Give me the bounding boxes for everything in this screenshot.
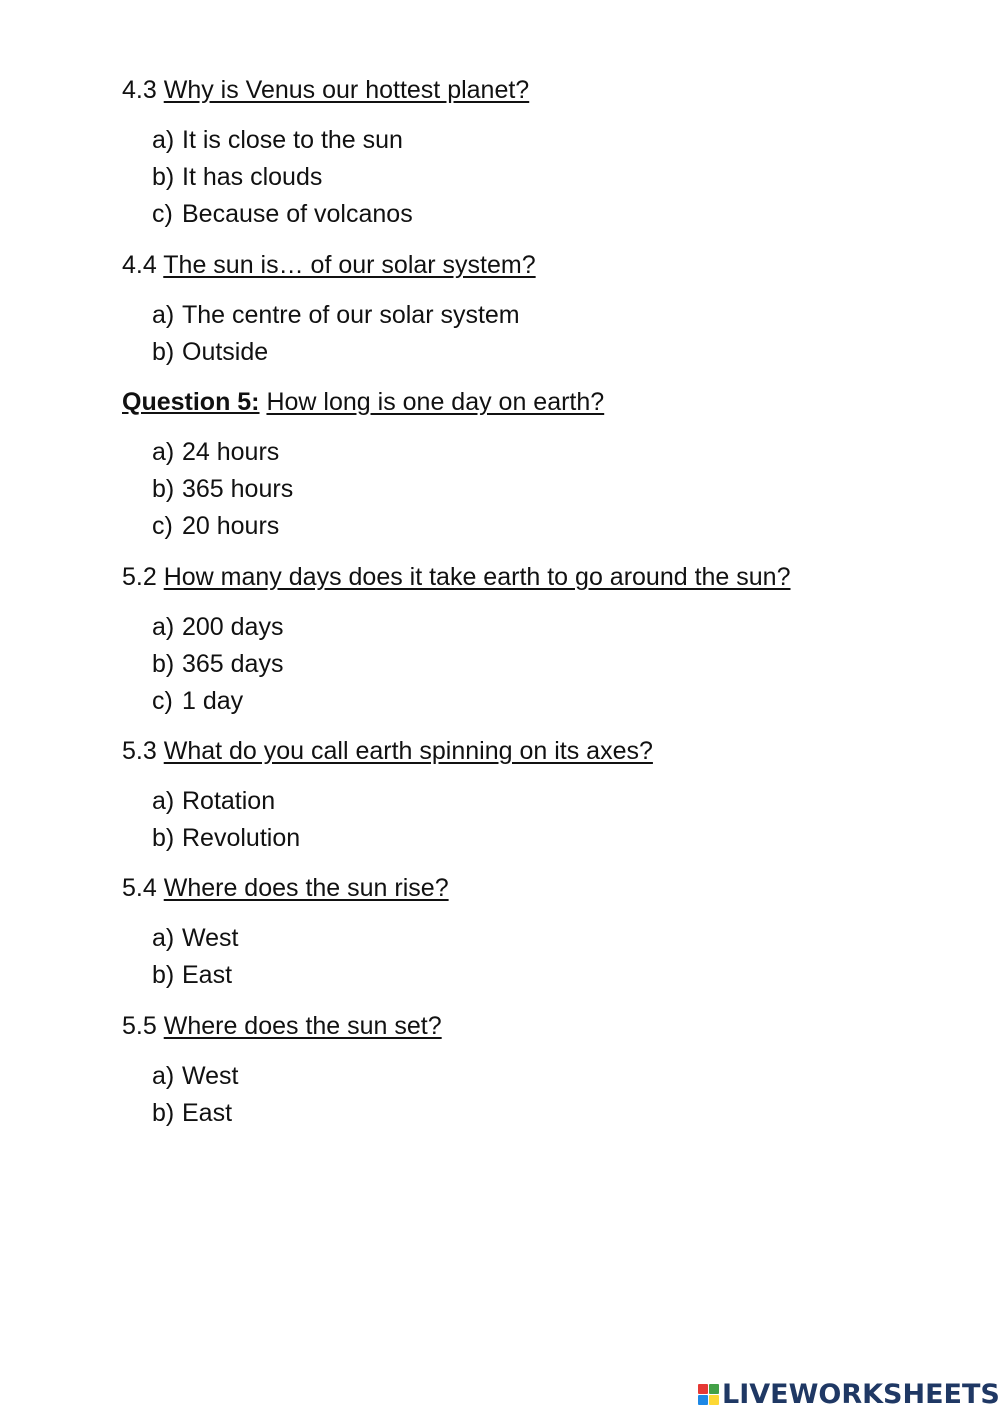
option-text: 24 hours: [182, 438, 280, 466]
question-number: 5.4: [122, 874, 157, 902]
option-text: West: [182, 1062, 239, 1090]
question-text: What do you call earth spinning on its axes?: [163, 737, 653, 765]
option-text: Rotation: [182, 787, 276, 815]
question-5-5: [122, 1011, 442, 1041]
option-5-a[interactable]: [152, 437, 279, 467]
question-text: How long is one day on earth?: [266, 388, 605, 416]
option-text: It is close to the sun: [182, 126, 403, 154]
option-text: East: [182, 1099, 233, 1127]
logo-text: LIVEWORKSHEETS: [722, 1378, 1000, 1410]
question-4-4: [122, 250, 536, 280]
option-text: 365 days: [182, 650, 284, 678]
option-letter: c): [152, 200, 173, 228]
option-5-2-c[interactable]: [152, 686, 243, 716]
question-text: The sun is… of our solar system?: [163, 251, 536, 279]
question-4-3: [122, 75, 529, 105]
option-4-3-c[interactable]: [152, 199, 413, 229]
question-number: 5.2: [122, 563, 157, 591]
option-5-2-b[interactable]: [152, 649, 283, 679]
option-text: It has clouds: [182, 163, 323, 191]
logo-square-blue: [698, 1395, 708, 1405]
logo-square-yellow: [709, 1395, 719, 1405]
liveworksheets-logo: [698, 1376, 1000, 1412]
option-letter: a): [152, 613, 175, 641]
option-text: Outside: [182, 338, 269, 366]
logo-square-red: [698, 1384, 708, 1394]
option-text: Because of volcanos: [182, 200, 413, 228]
option-letter: b): [152, 163, 175, 191]
question-5: [122, 387, 604, 417]
option-5-3-a[interactable]: [152, 786, 275, 816]
option-text: 365 hours: [182, 475, 294, 503]
question-5-4: [122, 873, 449, 903]
question-number: 5.3: [122, 737, 157, 765]
question-5-2: [122, 562, 791, 592]
liveworksheets-logo-icon: [698, 1384, 719, 1405]
option-4-4-a[interactable]: [152, 300, 520, 330]
option-letter: c): [152, 512, 173, 540]
question-5-3: [122, 736, 653, 766]
question-label: Question 5:: [122, 388, 260, 416]
option-letter: b): [152, 1099, 175, 1127]
option-5-c[interactable]: [152, 511, 279, 541]
option-letter: c): [152, 687, 173, 715]
option-text: West: [182, 924, 239, 952]
question-text: Why is Venus our hottest planet?: [163, 76, 530, 104]
option-text: The centre of our solar system: [182, 301, 520, 329]
option-letter: b): [152, 961, 175, 989]
option-letter: a): [152, 301, 175, 329]
option-letter: a): [152, 126, 175, 154]
option-4-3-b[interactable]: [152, 162, 322, 192]
option-text: 200 days: [182, 613, 284, 641]
option-5-5-b[interactable]: [152, 1098, 232, 1128]
option-5-4-a[interactable]: [152, 923, 239, 953]
question-number: 5.5: [122, 1012, 157, 1040]
logo-square-green: [709, 1384, 719, 1394]
question-text: Where does the sun rise?: [163, 874, 449, 902]
option-5-5-a[interactable]: [152, 1061, 239, 1091]
option-letter: a): [152, 924, 175, 952]
option-letter: a): [152, 438, 175, 466]
option-4-3-a[interactable]: [152, 125, 403, 155]
option-text: Revolution: [182, 824, 301, 852]
option-4-4-b[interactable]: [152, 337, 268, 367]
option-5-2-a[interactable]: [152, 612, 283, 642]
question-number: 4.4: [122, 251, 157, 279]
option-letter: b): [152, 338, 175, 366]
option-5-4-b[interactable]: [152, 960, 232, 990]
option-5-3-b[interactable]: [152, 823, 300, 853]
option-letter: b): [152, 824, 175, 852]
question-text: How many days does it take earth to go around the sun?: [163, 563, 791, 591]
option-letter: b): [152, 650, 175, 678]
question-text: Where does the sun set?: [163, 1012, 442, 1040]
option-text: 1 day: [182, 687, 244, 715]
option-5-b[interactable]: [152, 474, 293, 504]
option-letter: a): [152, 1062, 175, 1090]
option-text: 20 hours: [182, 512, 280, 540]
option-text: East: [182, 961, 233, 989]
option-letter: b): [152, 475, 175, 503]
question-number: 4.3: [122, 76, 157, 104]
option-letter: a): [152, 787, 175, 815]
